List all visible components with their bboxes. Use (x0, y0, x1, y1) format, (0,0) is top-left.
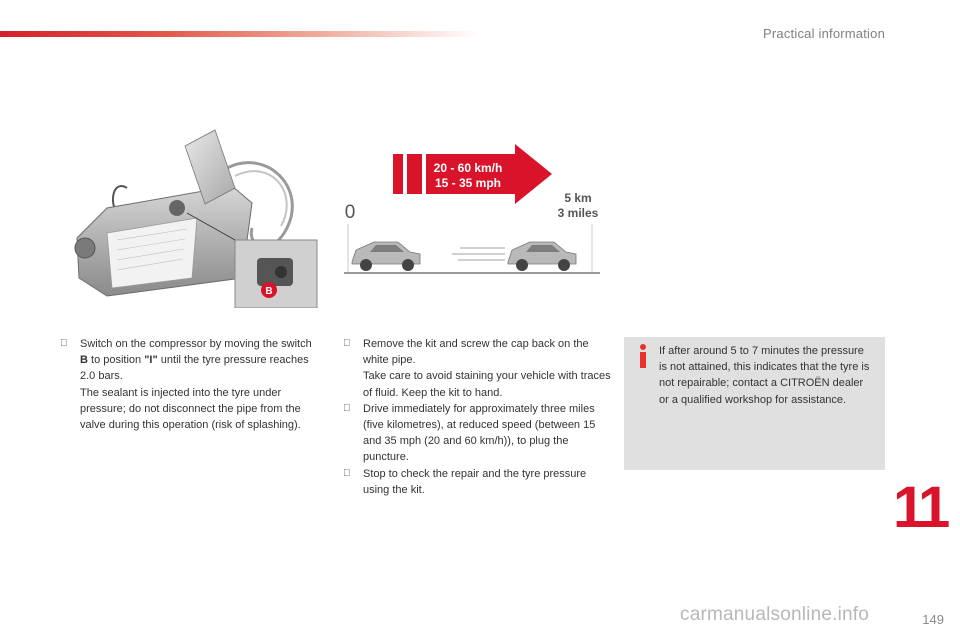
header-accent-bar (0, 31, 480, 37)
section-title: Practical information (763, 26, 885, 41)
bullet-icon (343, 336, 351, 352)
speed-bar-1 (393, 154, 403, 194)
bullet-icon (60, 336, 68, 352)
bullet-icon (343, 401, 351, 417)
switch-b-label: B (265, 286, 273, 297)
start-zero-label: 0 (344, 202, 356, 223)
sealant-note: The sealant is injected into the tyre under pressure; do not disconnect the pipe from the valve during this operation (risk of splashing). (80, 386, 301, 432)
instructions-column-1 (60, 336, 312, 433)
compressor-instruction: Switch on the compressor by moving the switch B to position "I" until the tyre pressure reaches 2.0 bars. (80, 338, 312, 383)
instruction-item (60, 336, 312, 433)
page-number: 149 (922, 612, 944, 627)
distance-km-label: 5 km (564, 191, 592, 205)
instructions-column-2 (343, 336, 611, 498)
speed-bar-2 (407, 154, 422, 194)
distance-miles-label: 3 miles (557, 206, 599, 220)
car-moving-illustration (508, 242, 576, 271)
info-icon (636, 343, 650, 369)
instruction-item: Drive immediately for approximately three miles (five kilometres), at reduced speed (between 15 and 35 mph (20 and 60 km/h)), to plug the puncture. (343, 401, 611, 466)
speed-kmh-label: 20 - 60 km/h (433, 161, 503, 175)
compressor-kit-illustration (67, 128, 319, 308)
watermark: carmanualsonline.info (680, 604, 870, 625)
speed-distance-illustration (340, 140, 610, 280)
info-box (624, 337, 885, 470)
info-text: If after around 5 to 7 minutes the pressure is not attained, this indicates that the tyre is not repairable; contact a CITROËN dealer or a qualified workshop for assistance. (659, 345, 870, 406)
chapter-number: 11 (893, 475, 947, 540)
motion-lines (452, 248, 505, 260)
car-start-illustration (352, 242, 420, 271)
instruction-item: Stop to check the repair and the tyre pressure using the kit. (343, 466, 611, 498)
instruction-item: Remove the kit and screw the cap back on the white pipe. Take care to avoid staining your vehicle with traces of fluid. Keep the kit to hand. (343, 336, 611, 401)
bullet-icon (343, 466, 351, 482)
speed-mph-label: 15 - 35 mph (434, 176, 502, 190)
